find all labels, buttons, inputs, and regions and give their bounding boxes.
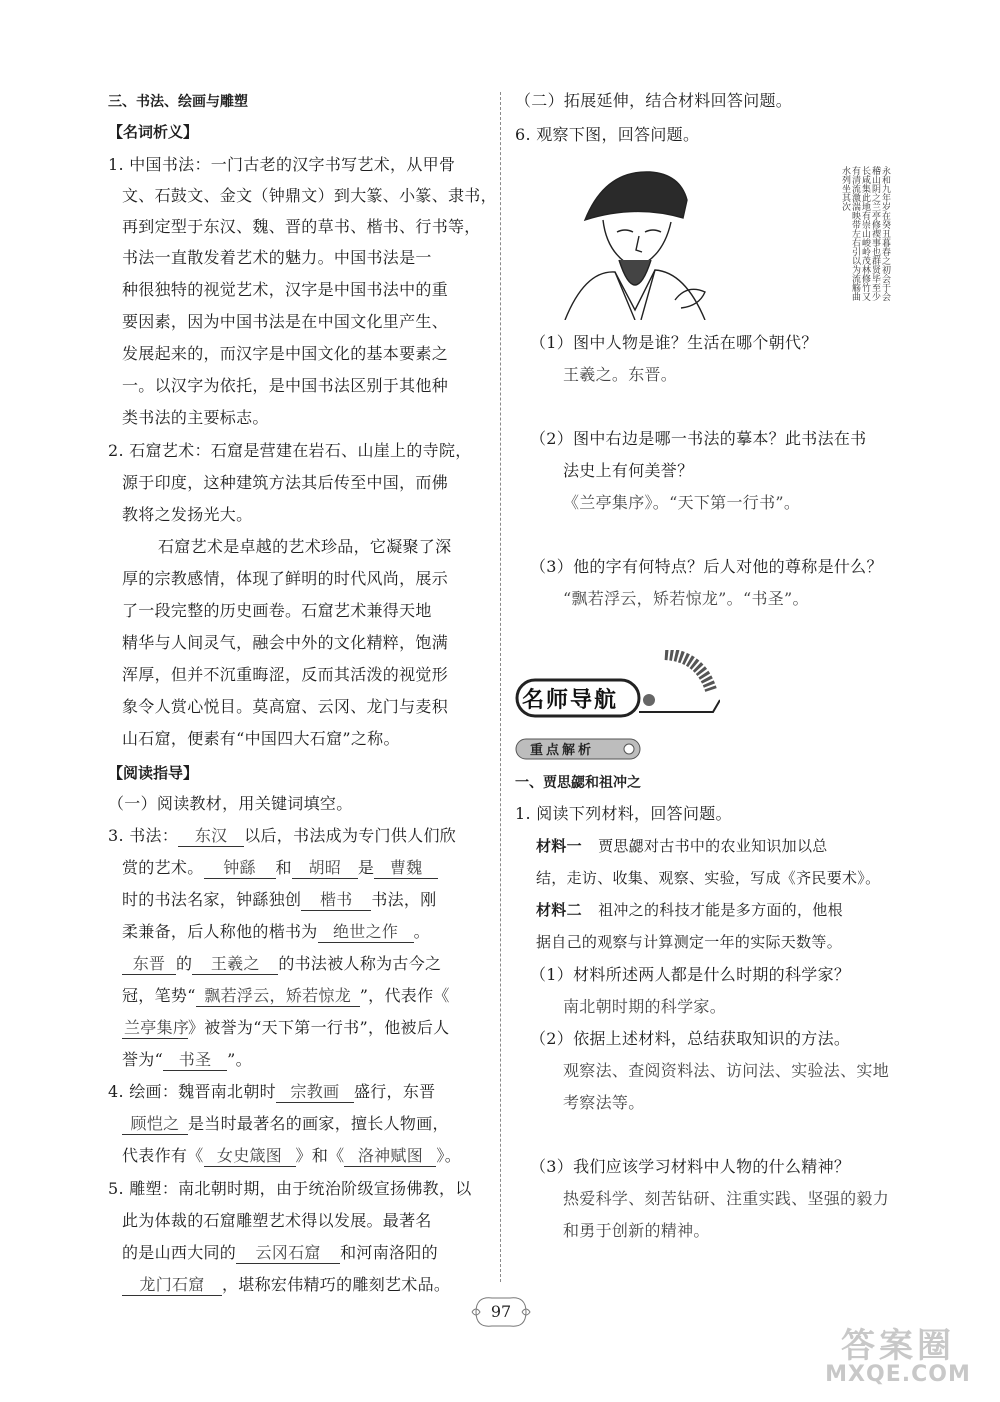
- answer-blank: 女史箴图: [204, 1146, 296, 1167]
- q6-2: （2）图中右边是哪一书法的摹本？此书法在书: [530, 429, 867, 448]
- q3-line: 赏的艺术。 钟繇 和 胡昭 是 曹魏: [122, 858, 438, 879]
- q6-2-answer: 《兰亭集序》。“天下第一行书”。: [563, 493, 801, 512]
- subbanner-title: 重点解析: [530, 743, 595, 758]
- sub-question-2: （2）依据上述材料，总结获取知识的方法。: [530, 1029, 851, 1048]
- answer-blank: 东晋: [122, 954, 176, 975]
- sub-answer-1: 南北朝时期的科学家。: [563, 997, 727, 1016]
- watermark-url: MXQE.COM: [825, 1362, 971, 1387]
- q3-line: 兰亭集序》被誉为“天下第一行书”，他被后人: [124, 1018, 450, 1037]
- watermark-text: 答案圈: [841, 1326, 955, 1366]
- q6-3-answer: “飘若浮云，矫若惊龙”。“书圣”。: [563, 589, 809, 608]
- term1-line: 发展起来的，而汉字是中国文化的基本要素之: [122, 344, 449, 363]
- term1-line: 一。以汉字为依托，是中国书法区别于其他种: [122, 376, 449, 395]
- term2-line: 2. 石窟艺术：石窟是营建在岩石、山崖上的寺院，: [108, 441, 472, 460]
- sub-answer-3: 和勇于创新的精神。: [563, 1221, 710, 1240]
- column-divider: [500, 92, 501, 1282]
- sub-answer-2: 考察法等。: [563, 1093, 645, 1112]
- q3-line: 东晋 的 王羲之 的书法被人称为古今之: [122, 954, 441, 975]
- answer-blank: 楷书: [301, 890, 371, 911]
- term1-line: 要因素，因为中国书法是在中国文化里产生、: [122, 312, 449, 331]
- term2-line: 源于印度，这种建筑方法其后传至中国，而佛: [122, 473, 449, 492]
- q5-line: 5. 雕塑：南北朝时期，由于统治阶级宣扬佛教，以: [108, 1179, 472, 1198]
- term2-line: 厚的宗教感情，体现了鲜明的时代风尚，展示: [122, 569, 449, 588]
- answer-blank: 东汉: [178, 826, 244, 847]
- section-title: 三、书法、绘画与雕塑: [108, 94, 248, 110]
- q4-line: 4. 绘画：魏晋南北朝时 宗教画 盛行，东晋: [108, 1082, 436, 1101]
- answer-blank: 顾恺之: [122, 1114, 188, 1135]
- answer-blank: 钟繇: [204, 858, 276, 879]
- answer-blank: 飘若浮云，矫若惊龙: [196, 986, 360, 1007]
- term1-line: 再到定型于东汉、魏、晋的草书、楷书、行书等，: [122, 217, 481, 236]
- sub-question-3: （3）我们应该学习材料中人物的什么精神？: [530, 1157, 851, 1176]
- heading-reading: 【阅读指导】: [108, 764, 199, 782]
- answer-blank: 洛神赋图: [344, 1146, 436, 1167]
- term1-line: 类书法的主要标志。: [122, 408, 269, 427]
- q6-1: （1）图中人物是谁？生活在哪个朝代？: [530, 333, 818, 352]
- q3-line: 柔兼备，后人称他的楷书为 绝世之作 。: [122, 922, 430, 941]
- answer-blank: 胡昭: [292, 858, 358, 879]
- q3-line: 3. 书法： 东汉 以后，书法成为专门供人们欣: [108, 826, 457, 845]
- term1-line: 种很独特的视觉艺术，汉字是中国书法中的重: [122, 280, 449, 299]
- section-title: 一、贾思勰和祖冲之: [515, 775, 641, 791]
- q1-title: 1. 阅读下列材料，回答问题。: [515, 804, 732, 823]
- q3-line: 冠，笔势“ 飘若浮云，矫若惊龙 ”，代表作《: [122, 986, 450, 1005]
- q3-line: 时的书法名家，钟繇独创 楷书 书法，刚: [122, 890, 437, 909]
- term2-line: 教将之发扬光大。: [122, 505, 253, 524]
- sub-answer-3: 热爱科学、刻苦钻研、注重实践、坚强的毅力: [563, 1189, 890, 1208]
- q5-line: 的是山西大同的 云冈石窟 和河南洛阳的: [122, 1243, 438, 1262]
- q4-line: 顾恺之 是当时最著名的画家，擅长人物画，: [122, 1114, 449, 1135]
- part2-title: （二）拓展延伸，结合材料回答问题。: [515, 91, 793, 110]
- answer-blank: 宗教画: [276, 1082, 354, 1103]
- q6-2: 法史上有何美誉？: [563, 461, 694, 480]
- answer-blank: 龙门石窟: [122, 1275, 222, 1296]
- term1-line: 1. 中国书法：一门古老的汉字书写艺术，从甲骨: [108, 155, 456, 174]
- term2-line: 了一段完整的历史画卷。石窟艺术兼得天地: [122, 601, 432, 620]
- term2-line: 石窟艺术是卓越的艺术珍品，它凝聚了深: [158, 537, 452, 556]
- heading-terms: 【名词析义】: [108, 123, 199, 141]
- page-number: 97: [490, 1302, 512, 1321]
- term2-line: 象令人赏心悦目。莫高窟、云冈、龙门与麦积: [122, 697, 449, 716]
- term2-line: 山石窟，便素有“中国四大石窟”之称。: [122, 729, 400, 748]
- sub-question-1: （1）材料所述两人都是什么时期的科学家？: [530, 965, 851, 984]
- answer-blank: 书圣: [163, 1050, 227, 1071]
- answer-blank: 曹魏: [374, 858, 438, 879]
- answer-blank: 绝世之作: [318, 922, 414, 943]
- term2-line: 精华与人间灵气，融会中外的文化精粹，饱满: [122, 633, 449, 652]
- answer-blank: 王羲之: [192, 954, 278, 975]
- material-1: 结，走访、收集、观察、实验，写成《齐民要术》。: [536, 869, 881, 887]
- term1-line: 书法一直散发着艺术的魅力。中国书法是一: [122, 248, 432, 267]
- part1-title: （一）阅读教材，用关键词填空。: [108, 794, 353, 813]
- q3-line: 誉为“ 书圣 ”。: [122, 1050, 252, 1069]
- q4-line: 代表作有《 女史箴图 》和《 洛神赋图 》。: [122, 1146, 462, 1165]
- material-2: 材料二 祖冲之的科技才能是多方面的，他根: [536, 901, 843, 919]
- q5-line: 此为体裁的石窟雕塑艺术得以发展。最著名: [122, 1211, 432, 1230]
- q6-1-answer: 王羲之。东晋。: [563, 365, 678, 384]
- material-1: 材料一 贾思勰对古书中的农业知识加以总: [536, 837, 828, 855]
- q6-title: 6. 观察下图，回答问题。: [515, 125, 700, 144]
- q5-line: 龙门石窟 ，堪称宏伟精巧的雕刻艺术品。: [122, 1275, 450, 1296]
- sub-answer-2: 观察法、查阅资料法、访问法、实验法、实地: [563, 1061, 890, 1080]
- term2-line: 浑厚，但并不沉重晦涩，反而其活泼的视觉形: [122, 665, 449, 684]
- answer-blank: 云冈石窟: [236, 1243, 340, 1264]
- answer-blank: 兰亭集序: [124, 1018, 190, 1037]
- material-2: 据自己的观察与计算测定一年的实际天数等。: [536, 933, 843, 951]
- q6-3: （3）他的字有何特点？后人对他的尊称是什么？: [530, 557, 883, 576]
- banner-title: 名师导航: [522, 688, 619, 713]
- calligraphy-sample: 永和九年岁在癸丑暮春之初会于会稽山阴之兰亭修禊事也群贤毕至少长咸集此地有崇山峻岭茂林修竹又有清流激湍映带左右引以为流觞曲水列坐其次: [840, 166, 890, 301]
- term1-line: 文、石鼓文、金文（钟鼎文）到大篆、小篆、隶书，: [122, 186, 497, 205]
